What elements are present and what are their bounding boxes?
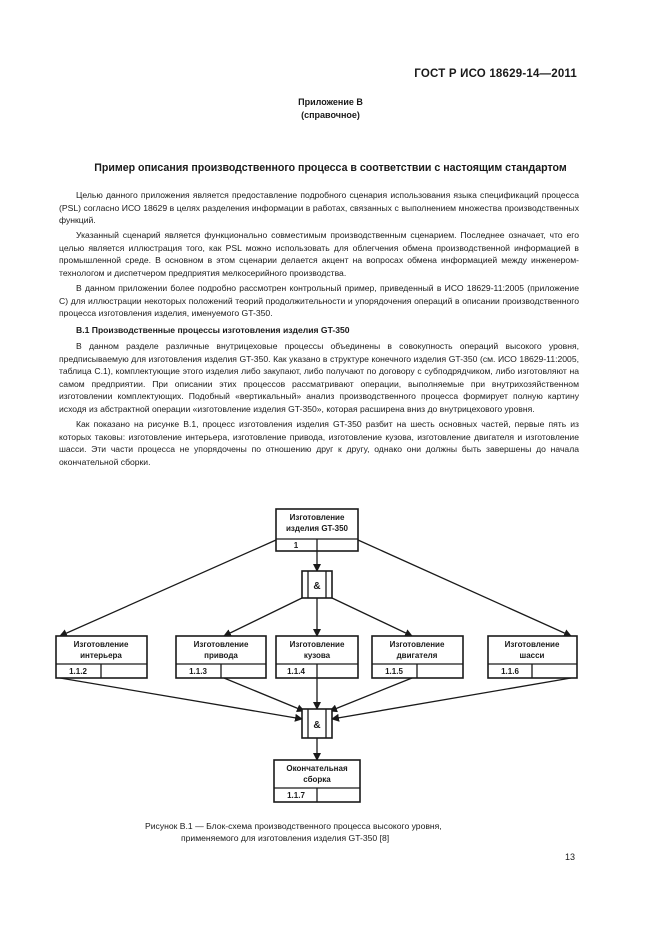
- box-final-line2: сборка: [303, 775, 331, 784]
- box-top-line1: Изготовление: [289, 513, 345, 522]
- figure-caption: [145, 820, 442, 844]
- paragraph-processes: В данном разделе различные внутрицеховые процессы объединены в совокупность операций высокого уровня, предписываемую для изготовления изделия GT-350. Как указано в структуре конечного изделия GT-350 (см. ИСО 18629-11:2005, таблица С.1), комплектующие этого изделия либо закупают, либо получают по договору с субподрядчиком, либо изготовляют на самом предприятии. При описании этих процессов рассматривают операции, выполняемые при внутрихозяйственном изготовлении комплектующих. Подобный «вертикальный» анализ производственного процесса формирует полную картину исходя из абстрактной операции «изготовление изделия GT-350», которая расширена вниз до внутрицехового уровня.: [59, 341, 579, 414]
- document-header: ГОСТ Р ИСО 18629-14—2011: [414, 68, 577, 80]
- subsection-heading: В.1 Производственные процессы изготовления изделия GT-350: [76, 324, 350, 335]
- box-interior-line2: интерьера: [80, 651, 122, 660]
- box-drive-id: 1.1.3: [189, 667, 207, 676]
- box-body-line2: кузова: [303, 651, 331, 660]
- paragraph-figure-ref: Как показано на рисунке В.1, процесс изготовления изделия GT-350 разбит на шесть основных частей, первые пять из которых таковы: изготовление интерьера, изготовление привода, изготовление кузова, изготовление двигателя и изготовление шасси. Эти части процесса не упорядочены по отношению друг к другу, однако они должны быть завершены до начала окончательной сборки.: [59, 419, 579, 467]
- box-engine-line2: двигателя: [396, 651, 438, 660]
- arrow-engine-to-and: [330, 678, 412, 711]
- arrow-top-left-out: [60, 540, 276, 636]
- box-interior-id: 1.1.2: [69, 667, 87, 676]
- box-drive-line2: привода: [204, 651, 238, 660]
- caption-line2: применяемого для изготовления изделия GT-350 [8]: [181, 833, 390, 843]
- paragraph-scenario: Указанный сценарий является функционально совместимым производственным сценарием. Последнее означает, что его целью является иллюстрация того, как PSL можно использовать для облегчения обмена производственной информацией в промышленной среде. В основном в этом сценарии делается акцент на вопросах обмена информацией между инженером-технологом и диспетчером предприятия мелкосерийного производства.: [59, 230, 579, 278]
- box-chassis-id: 1.1.6: [501, 667, 519, 676]
- arrow-and-to-engine: [332, 598, 412, 636]
- box-interior-line1: Изготовление: [73, 640, 129, 649]
- page-number: 13: [564, 852, 575, 862]
- arrow-and-to-drive: [224, 598, 302, 636]
- junction-and-bottom-label: &: [313, 720, 321, 731]
- paragraph-example: В данном приложении более подробно рассмотрен контрольный пример, приведенный в ИСО 18629-11:2005 (приложение С) для иллюстрации некоторых положений теорий продолжительности и упорядочения операций в описании производственного процесса изготовления изделия, именуемого GT-350.: [59, 283, 579, 319]
- section-heading: Пример описания производственного процесса в соответствии с настоящим стандартом: [94, 162, 567, 174]
- arrow-chassis-to-and: [332, 678, 571, 719]
- arrow-top-right-out: [358, 540, 571, 636]
- caption-line1: Рисунок В.1 — Блок-схема производственного процесса высокого уровня,: [145, 821, 442, 831]
- appendix-title: Приложение В: [298, 97, 363, 107]
- box-drive-line1: Изготовление: [193, 640, 249, 649]
- arrow-interior-to-and: [60, 678, 302, 719]
- box-final-id: 1.1.7: [287, 791, 305, 800]
- box-final-line1: Окончательная: [286, 764, 348, 773]
- box-top-line2: изделия GT-350: [286, 524, 348, 533]
- box-engine-id: 1.1.5: [385, 667, 403, 676]
- arrow-drive-to-and: [224, 678, 304, 711]
- paragraph-purpose: Целью данного приложения является предоставление подробного сценария использования языка спецификаций процесса (PSL) согласно ИСО 18629 в целях разделения информации в работах, связанных с выполнением множества производственных функций.: [59, 190, 579, 226]
- box-body-line1: Изготовление: [289, 640, 345, 649]
- box-engine-line1: Изготовление: [389, 640, 445, 649]
- box-chassis-line2: шасси: [519, 651, 545, 660]
- junction-and-top-label: &: [313, 581, 321, 592]
- box-body-id: 1.1.4: [287, 667, 305, 676]
- box-chassis-line1: Изготовление: [504, 640, 560, 649]
- appendix-note: (справочное): [301, 110, 360, 120]
- box-top-id: 1: [293, 541, 299, 550]
